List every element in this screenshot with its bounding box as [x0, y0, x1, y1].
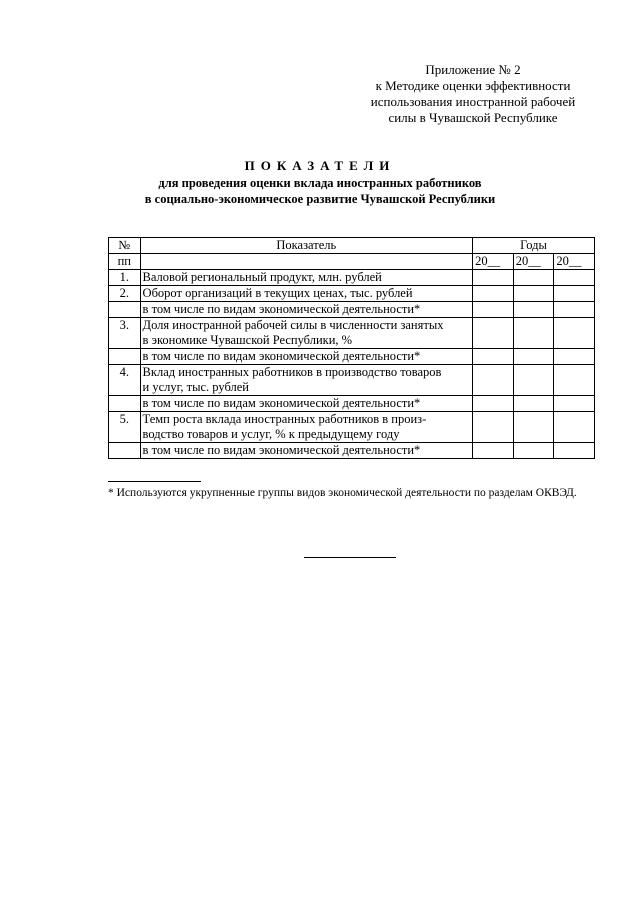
header-num: №	[109, 238, 141, 254]
value-cell[interactable]	[473, 396, 514, 412]
header-indicator-blank	[140, 254, 473, 270]
row-sub-indicator: в том числе по видам экономической деятельности*	[140, 396, 473, 412]
value-cell[interactable]	[513, 443, 554, 459]
value-cell[interactable]	[513, 318, 554, 349]
table-header-row	[109, 254, 595, 270]
value-cell[interactable]	[513, 365, 554, 396]
value-cell[interactable]	[554, 365, 595, 396]
header-num-sub: пп	[109, 254, 141, 270]
value-cell[interactable]	[554, 349, 595, 365]
header-indicator: Показатель	[140, 238, 473, 254]
subtitle-line: в социально-экономическое развитие Чувашской Республики	[144, 192, 496, 206]
value-cell[interactable]	[513, 412, 554, 443]
table-header-row	[109, 238, 595, 254]
value-cell[interactable]	[554, 270, 595, 286]
row-indicator-line: в экономике Чувашской Республики, %	[142, 333, 353, 347]
value-cell[interactable]	[513, 396, 554, 412]
row-number: 2.	[109, 286, 141, 302]
year-column: 20__	[473, 254, 514, 270]
year-column: 20__	[513, 254, 554, 270]
row-number: 1.	[109, 270, 141, 286]
table-subrow	[109, 396, 595, 412]
appendix-line: использования иностранной рабочей	[370, 94, 576, 109]
table-row	[109, 318, 595, 349]
document-subtitle	[0, 175, 640, 207]
row-number-blank	[109, 302, 141, 318]
row-indicator-line: Доля иностранной рабочей силы в численности занятых	[142, 318, 444, 332]
row-indicator-line: Темп роста вклада иностранных работников в произ-	[142, 412, 427, 426]
table-subrow	[109, 349, 595, 365]
row-indicator	[140, 365, 473, 396]
document-title: ПОКАЗАТЕЛИ	[244, 158, 396, 173]
row-number-blank	[109, 349, 141, 365]
row-sub-indicator: в том числе по видам экономической деятельности*	[140, 302, 473, 318]
row-number: 5.	[109, 412, 141, 443]
row-indicator	[140, 318, 473, 349]
table-subrow	[109, 302, 595, 318]
row-number-blank	[109, 396, 141, 412]
value-cell[interactable]	[473, 412, 514, 443]
appendix-header	[358, 62, 588, 126]
value-cell[interactable]	[554, 302, 595, 318]
value-cell[interactable]	[473, 270, 514, 286]
appendix-line: к Методике оценки эффективности	[375, 78, 571, 93]
year-column: 20__	[554, 254, 595, 270]
appendix-line: Приложение № 2	[425, 62, 521, 77]
table-subrow	[109, 443, 595, 459]
row-indicator-line: Вклад иностранных работников в производство товаров	[142, 365, 442, 379]
end-divider	[304, 557, 396, 558]
value-cell[interactable]	[473, 318, 514, 349]
footnote: * Используются укрупненные группы видов экономической деятельности по разделам ОКВЭД.	[108, 487, 577, 499]
table-row	[109, 412, 595, 443]
value-cell[interactable]	[554, 286, 595, 302]
value-cell[interactable]	[473, 349, 514, 365]
row-number-blank	[109, 443, 141, 459]
value-cell[interactable]	[554, 396, 595, 412]
footnote-divider	[108, 481, 201, 482]
value-cell[interactable]	[473, 365, 514, 396]
table-row	[109, 286, 595, 302]
value-cell[interactable]	[554, 318, 595, 349]
row-indicator: Оборот организаций в текущих ценах, тыс. рублей	[140, 286, 473, 302]
value-cell[interactable]	[473, 302, 514, 318]
value-cell[interactable]	[513, 286, 554, 302]
value-cell[interactable]	[473, 286, 514, 302]
header-years: Годы	[473, 238, 595, 254]
row-indicator: Валовой региональный продукт, млн. рублей	[140, 270, 473, 286]
value-cell[interactable]	[473, 443, 514, 459]
row-sub-indicator: в том числе по видам экономической деятельности*	[140, 443, 473, 459]
row-indicator-line: водство товаров и услуг, % к предыдущему году	[142, 427, 400, 441]
value-cell[interactable]	[554, 443, 595, 459]
row-sub-indicator: в том числе по видам экономической деятельности*	[140, 349, 473, 365]
row-number: 4.	[109, 365, 141, 396]
table-row	[109, 270, 595, 286]
row-number: 3.	[109, 318, 141, 349]
table-row	[109, 365, 595, 396]
value-cell[interactable]	[554, 412, 595, 443]
value-cell[interactable]	[513, 349, 554, 365]
indicators-table	[108, 237, 595, 459]
value-cell[interactable]	[513, 270, 554, 286]
row-indicator-line: и услуг, тыс. рублей	[142, 380, 249, 394]
appendix-line: силы в Чувашской Республике	[388, 110, 558, 125]
subtitle-line: для проведения оценки вклада иностранных работников	[158, 176, 482, 190]
value-cell[interactable]	[513, 302, 554, 318]
row-indicator	[140, 412, 473, 443]
